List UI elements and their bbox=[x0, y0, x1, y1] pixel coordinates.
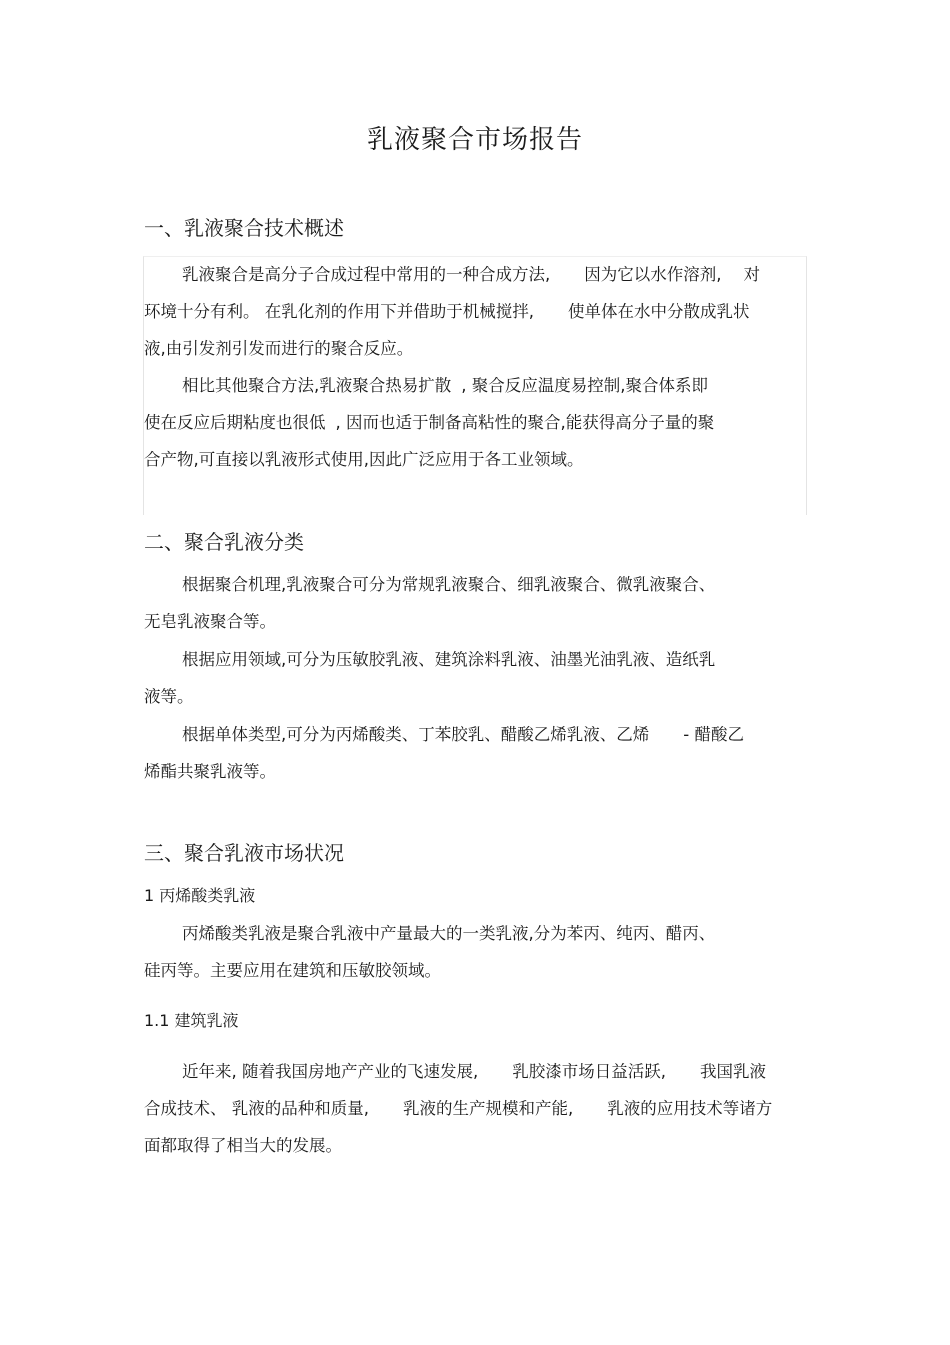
text-line: 环境十分有利。 在乳化剂的作用下并借助于机械搅拌, 使单体在水中分散成乳状 bbox=[144, 302, 750, 321]
subsection-heading-acrylic: 1 丙烯酸类乳液 bbox=[144, 886, 256, 905]
text-line: 相比其他聚合方法,乳液聚合热易扩散 , 聚合反应温度易控制,聚合体系即 bbox=[182, 376, 708, 395]
text-line: 液,由引发剂引发而进行的聚合反应。 bbox=[144, 339, 414, 358]
text-line: 无皂乳液聚合等。 bbox=[144, 612, 276, 631]
section-heading-classification: 二、聚合乳液分类 bbox=[144, 530, 304, 554]
text-line: 使在反应后期粘度也很低 , 因而也适于制备高粘性的聚合,能获得高分子量的聚 bbox=[144, 413, 715, 432]
text-line: 根据聚合机理,乳液聚合可分为常规乳液聚合、细乳液聚合、微乳液聚合、 bbox=[182, 575, 716, 594]
text-line: 液等。 bbox=[144, 687, 194, 706]
classification-paragraph-3 bbox=[144, 716, 809, 790]
page-title: 乳液聚合市场报告 bbox=[366, 125, 583, 155]
text-line: 硅丙等。主要应用在建筑和压敏胶领域。 bbox=[144, 961, 441, 980]
text-line: 根据单体类型,可分为丙烯酸类、丁苯胶乳、醋酸乙烯乳液、乙烯 - 醋酸乙 bbox=[182, 725, 744, 744]
section-heading-market: 三、聚合乳液市场状况 bbox=[144, 841, 344, 865]
section-heading-overview: 一、乳液聚合技术概述 bbox=[144, 216, 344, 240]
text-line: 根据应用领域,可分为压敏胶乳液、建筑涂料乳液、油墨光油乳液、造纸乳 bbox=[182, 650, 716, 669]
text-line: 合产物,可直接以乳液形式使用,因此广泛应用于各工业领域。 bbox=[144, 450, 584, 469]
text-line: 合成技术、 乳液的品种和质量, 乳液的生产规模和产能, 乳液的应用技术等诸方 bbox=[144, 1099, 773, 1118]
text-line: 面都取得了相当大的发展。 bbox=[144, 1136, 342, 1155]
subsection-heading-building: 1.1 建筑乳液 bbox=[144, 1011, 239, 1030]
text-line: 丙烯酸类乳液是聚合乳液中产量最大的一类乳液,分为苯丙、纯丙、醋丙、 bbox=[182, 924, 716, 943]
market-paragraph-2 bbox=[144, 1053, 809, 1164]
classification-paragraph-1 bbox=[144, 566, 809, 640]
text-line: 烯酯共聚乳液等。 bbox=[144, 762, 276, 781]
classification-paragraph-2 bbox=[144, 641, 809, 715]
text-line: 乳液聚合是高分子合成过程中常用的一种合成方法, 因为它以水作溶剂, 对 bbox=[182, 265, 760, 284]
overview-paragraph-1 bbox=[144, 256, 809, 367]
market-paragraph-1 bbox=[144, 915, 809, 989]
text-line: 近年来, 随着我国房地产产业的飞速发展, 乳胶漆市场日益活跃, 我国乳液 bbox=[182, 1062, 766, 1081]
overview-paragraph-2 bbox=[144, 367, 809, 478]
